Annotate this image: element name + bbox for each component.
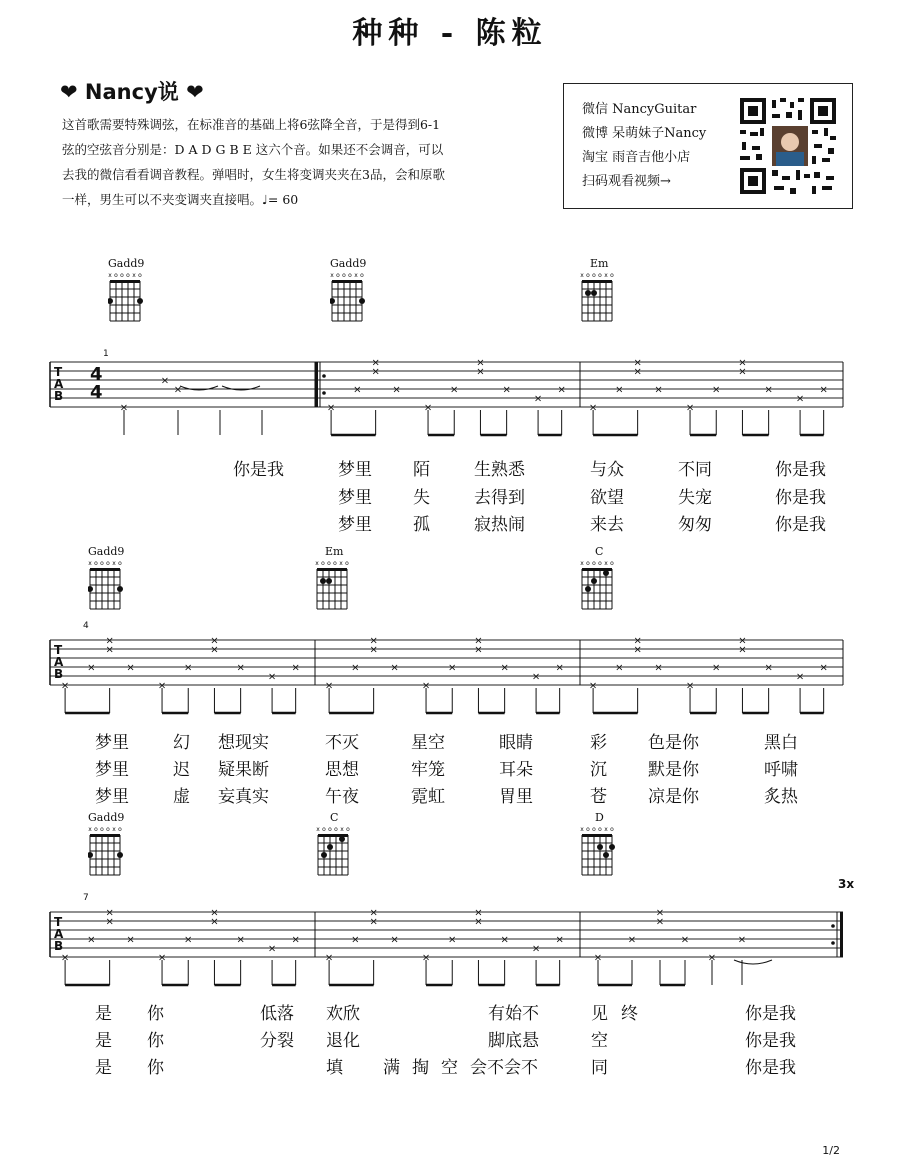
tab-note: × [210,907,219,919]
tab-note: × [87,662,96,674]
chord-name: Gadd9 [108,257,145,270]
lyric: 你是我 [233,460,284,480]
lyric: 你是我 [775,515,826,535]
tab-note: × [105,644,114,656]
chord-finger-dot [603,852,609,858]
chord-open-mark: o [106,560,110,567]
chord-open-mark: o [327,560,331,567]
lyric: 寂热闹 [474,515,525,535]
tab-note: × [126,662,135,674]
chord-open-mark: o [346,826,350,833]
chord-finger-dot [339,836,345,842]
tab-clef: T [54,915,63,929]
chord-open-mark: x [604,560,608,567]
contact-wechat: 微信 NancyGuitar [582,102,697,117]
lyric: 牢笼 [411,760,445,780]
chord-open-mark: x [88,826,92,833]
lyric-line [0,999,900,1023]
repeat-dot [322,391,326,395]
lyric: 思想 [325,760,359,780]
lyric: 空 [441,1058,458,1078]
chord-name: Gadd9 [330,257,367,270]
lyric: 沉 [590,760,607,780]
chord-open-mark: o [106,826,110,833]
chord-open-mark: o [138,272,142,279]
tie [734,960,772,964]
tab-staff-row-2 [0,618,900,718]
lyric: 你是我 [775,488,826,508]
heart-icon: ❤ [60,80,78,104]
lyric: 失 [413,488,430,508]
tab-note: × [60,952,70,964]
tab-note: × [119,402,129,414]
tab-clef: A [54,377,64,391]
lyric: 脚底悬 [488,1031,539,1051]
chord-finger-dot [330,298,335,304]
chord-open-mark: x [580,560,584,567]
contact-weibo: 微博 呆萌妹子Nancy [582,126,707,141]
tab-note: × [707,952,717,964]
tab-note: × [291,662,300,674]
tab-note: × [555,934,564,946]
lyric: 欲望 [590,488,624,508]
heart-icon: ❤ [186,80,204,104]
qr-code-icon[interactable] [738,96,838,196]
chord-open-mark: o [345,560,349,567]
tab-note: × [633,635,642,647]
tab-note: × [588,402,598,414]
lyric-line [0,1053,900,1077]
lyric-line [0,728,900,752]
chord-open-mark: x [604,826,608,833]
contact-scan: 扫码观看视频→ [582,174,671,189]
tab-note: × [448,934,457,946]
lyric: 胃里 [499,787,533,807]
chord-open-mark: o [592,560,596,567]
intro-text [62,112,532,212]
tab-note: × [474,635,483,647]
chord-finger-dot [585,586,591,592]
tab-note: × [371,357,380,369]
tab-note: × [654,662,663,674]
tab-note: × [390,662,399,674]
tab-note: × [738,635,747,647]
lyric-line [0,782,900,806]
time-signature: 4 [90,364,103,385]
tab-clef: A [54,927,64,941]
chord-open-mark: o [328,826,332,833]
lyric: 不灭 [325,733,359,753]
lyric: 梦里 [338,488,372,508]
tab-note: × [105,907,114,919]
chord-finger-dot [88,852,93,858]
tab-note: × [173,384,183,396]
tab-note: × [236,662,245,674]
lyric-line [0,1026,900,1050]
lyric: 迟 [173,760,190,780]
tab-clef: B [54,667,64,681]
intro-line: 这首歌需要特殊调弦，在标准音的基础上将6弦降全音，于是得到6-1 [62,117,441,132]
tab-note: × [764,662,773,674]
tab-note: × [105,916,114,928]
tab-note: × [160,375,170,387]
chord-name: D [595,811,604,824]
chord-open-mark: x [354,272,358,279]
chord-finger-dot [326,578,332,584]
tab-note: × [476,357,485,369]
chord-open-mark: o [592,826,596,833]
chord-open-mark: x [132,272,136,279]
lyric: 梦里 [95,733,129,753]
tab-clef: B [54,389,64,403]
tab-clef: B [54,939,64,953]
chord-finger-dot [117,852,123,858]
tab-note: × [474,907,483,919]
tab-note: × [448,662,457,674]
lyric: 梦里 [338,515,372,535]
repeat-dot [322,374,326,378]
chord-finger-dot [609,844,615,850]
lyric: 填 [326,1058,343,1078]
tab-note: × [421,680,431,692]
chord-finger-dot [359,298,365,304]
lyric: 满 [383,1058,400,1078]
lyric: 同 [591,1058,608,1078]
lyric: 星空 [411,733,445,753]
tab-note: × [588,680,598,692]
chord-name: C [595,545,604,558]
lyric: 你是我 [745,1031,796,1051]
tab-note: × [87,934,96,946]
lyric-line [0,483,900,507]
chord-open-mark: x [339,560,343,567]
tab-note: × [351,934,360,946]
tab-note: × [105,635,114,647]
lyric: 匆匆 [678,515,712,535]
chord-open-mark: o [586,272,590,279]
nancy-heading [60,76,204,106]
tab-note: × [392,384,401,396]
contact-taobao: 淘宝 雨音吉他小店 [582,150,691,165]
tab-note: × [210,635,219,647]
lyric: 是 [95,1058,112,1078]
tab-note: × [795,671,805,683]
chord-open-mark: x [108,272,112,279]
tab-note: × [126,934,135,946]
tab-note: × [531,943,541,955]
chord-open-mark: o [610,560,614,567]
tab-note: × [680,934,690,946]
tab-note: × [627,934,637,946]
tab-note: × [351,662,360,674]
lyric: 炙热 [764,787,798,807]
chord-finger-dot [597,844,603,850]
chord-open-mark: x [112,826,116,833]
tab-clef: T [54,643,63,657]
chord-open-mark: o [120,272,124,279]
contact-box [563,83,853,209]
lyric: 会不会不 [470,1058,538,1078]
repeat-end-bar [840,912,843,957]
lyric: 午夜 [325,787,359,807]
lyric: 你是我 [745,1004,796,1024]
tab-note: × [474,916,483,928]
intro-line: 去我的微信看看调音教程。弹唱时，女生将变调夹夹在3品，会和原歌 [62,167,445,182]
chord-open-mark: o [598,272,602,279]
lyric: 耳朵 [499,760,533,780]
tab-note: × [615,662,624,674]
lyric: 你 [147,1004,164,1024]
nancy-heading-text: Nancy说 [84,80,179,104]
chord-name: Em [590,257,609,270]
lyric: 分裂 [260,1031,294,1051]
lyric: 黑白 [764,733,798,753]
chord-open-mark: o [592,272,596,279]
lyric: 来去 [590,515,624,535]
repeat-dot [831,941,835,945]
chord-open-mark: o [610,272,614,279]
lyric: 梦里 [95,787,129,807]
repeat-count: 3x [838,877,855,891]
lyric: 你 [147,1031,164,1051]
tab-note: × [324,952,334,964]
lyric: 彩 [590,733,607,753]
lyric: 与众 [590,460,624,480]
tab-note: × [531,671,541,683]
lyric: 梦里 [338,460,372,480]
tab-note: × [291,934,300,946]
chord-open-mark: x [340,826,344,833]
tab-note: × [685,402,695,414]
chord-name: Em [325,545,344,558]
chord-finger-dot [320,578,326,584]
chord-finger-dot [603,570,609,576]
chord-open-mark: x [580,272,584,279]
lyric: 眼睛 [499,733,533,753]
lyric: 呼啸 [764,760,798,780]
tab-note: × [738,644,747,656]
lyric: 是 [95,1031,112,1051]
intro-line: 一样，男生可以不夹变调夹直接唱。♩= 60 [62,192,299,207]
chord-finger-dot [591,290,597,296]
chord-open-mark: o [333,560,337,567]
lyric: 是 [95,1004,112,1024]
chord-finger-dot [591,578,597,584]
tab-note: × [819,662,828,674]
tab-note: × [326,402,336,414]
tab-note: × [210,644,219,656]
tab-note: × [474,644,483,656]
tab-note: × [157,680,167,692]
chord-open-mark: x [580,826,584,833]
chord-open-mark: o [336,272,340,279]
chord-open-mark: x [315,560,319,567]
measure-number: 7 [83,893,89,903]
tab-note: × [615,384,624,396]
tab-note: × [324,680,334,692]
lyric: 陌 [413,460,430,480]
tab-note: × [421,952,431,964]
chord-open-mark: o [334,826,338,833]
tab-note: × [633,357,642,369]
lyric: 有始不 [488,1004,539,1024]
lyric: 苍 [590,787,607,807]
lyric-line [0,510,900,534]
tab-note: × [655,907,665,919]
chord-open-mark: o [100,560,104,567]
tab-note: × [654,384,663,396]
tab-note: × [685,680,695,692]
chord-open-mark: o [114,272,118,279]
tab-note: × [184,662,193,674]
chord-open-mark: o [360,272,364,279]
chord-open-mark: o [586,826,590,833]
lyric-line [0,755,900,779]
tab-note: × [633,366,642,378]
lyric: 不同 [678,460,712,480]
lyric: 想现实 [218,733,269,753]
tab-clef: T [54,365,63,379]
tab-note: × [500,662,509,674]
lyric: 低落 [260,1004,294,1024]
tab-note: × [555,662,564,674]
chord-open-mark: o [94,560,98,567]
chord-open-mark: o [598,826,602,833]
chord-finger-dot [88,586,93,592]
tab-note: × [450,384,459,396]
tab-note: × [390,934,399,946]
tab-note: × [738,357,747,369]
chord-finger-dot [117,586,123,592]
chord-open-mark: o [100,826,104,833]
tab-note: × [500,934,509,946]
lyric: 幻 [173,733,190,753]
lyric: 去得到 [474,488,525,508]
tab-clef: A [54,655,64,669]
lyric: 生熟悉 [474,460,525,480]
tab-note: × [557,384,566,396]
chord-open-mark: o [126,272,130,279]
tab-note: × [369,916,378,928]
tab-note: × [267,943,277,955]
chord-finger-dot [321,852,327,858]
tab-note: × [369,635,378,647]
tab-note: × [633,644,642,656]
lyric: 失宠 [678,488,712,508]
tab-staff-row-3 [0,890,900,990]
lyric: 虚 [173,787,190,807]
repeat-start-bar [315,362,318,407]
page-number: 1/2 [822,1144,840,1157]
lyric: 退化 [326,1031,360,1051]
tab-note: × [533,393,543,405]
tab-note: × [738,366,747,378]
lyric: 梦里 [95,760,129,780]
lyric: 霓虹 [411,787,445,807]
chord-open-mark: o [94,826,98,833]
lyric: 疑果断 [218,760,269,780]
tab-note: × [236,934,245,946]
tab-note: × [593,952,603,964]
tab-note: × [712,662,721,674]
repeat-dot [831,924,835,928]
tab-note: × [369,907,378,919]
tab-note: × [353,384,362,396]
tab-note: × [476,366,485,378]
lyric: 默是你 [648,760,699,780]
chord-open-mark: o [322,826,326,833]
lyric: 凉是你 [648,787,699,807]
chord-finger-dot [137,298,143,304]
tab-note: × [712,384,721,396]
tab-note: × [267,671,277,683]
chord-open-mark: x [112,560,116,567]
lyric: 空 [591,1031,608,1051]
tab-note: × [655,916,665,928]
chord-name: Gadd9 [88,811,125,824]
tab-note: × [737,934,747,946]
chord-open-mark: o [598,560,602,567]
chord-open-mark: o [321,560,325,567]
measure-number: 4 [83,621,89,631]
lyric: 欢欣 [326,1004,360,1024]
tab-note: × [184,934,193,946]
lyric-line [0,455,900,479]
tab-note: × [764,384,773,396]
tab-staff-row-1 [0,340,900,440]
chord-open-mark: o [348,272,352,279]
tab-note: × [60,680,70,692]
lyric: 你是我 [775,460,826,480]
chord-open-mark: x [330,272,334,279]
chord-open-mark: o [118,826,122,833]
tab-note: × [371,366,380,378]
chord-open-mark: x [88,560,92,567]
lyric: 见 [591,1004,608,1024]
tab-note: × [795,393,805,405]
chord-open-mark: x [604,272,608,279]
lyric: 孤 [413,515,430,535]
page-title: 种种 - 陈粒 [352,16,548,51]
chord-name: Gadd9 [88,545,125,558]
lyric: 你是我 [745,1058,796,1078]
tab-note: × [423,402,433,414]
lyric: 你 [147,1058,164,1078]
tab-note: × [369,644,378,656]
tab-note: × [210,916,219,928]
lyric: 色是你 [648,733,699,753]
measure-number: 1 [103,349,109,359]
tab-note: × [502,384,511,396]
lyric: 妄真实 [218,787,269,807]
chord-finger-dot [585,290,591,296]
chord-finger-dot [327,844,333,850]
lyric: 终 [621,1004,638,1024]
tab-note: × [819,384,828,396]
chord-open-mark: o [118,560,122,567]
lyric: 掏 [412,1058,429,1078]
intro-line: 弦的空弦音分别是：D A D G B E 这六个音。如果还不会调音，可以 [62,142,444,157]
chord-open-mark: o [342,272,346,279]
chord-open-mark: x [316,826,320,833]
chord-open-mark: o [610,826,614,833]
chord-name: C [330,811,339,824]
tab-note: × [157,952,167,964]
chord-open-mark: o [586,560,590,567]
time-signature: 4 [90,382,103,403]
chord-finger-dot [108,298,113,304]
